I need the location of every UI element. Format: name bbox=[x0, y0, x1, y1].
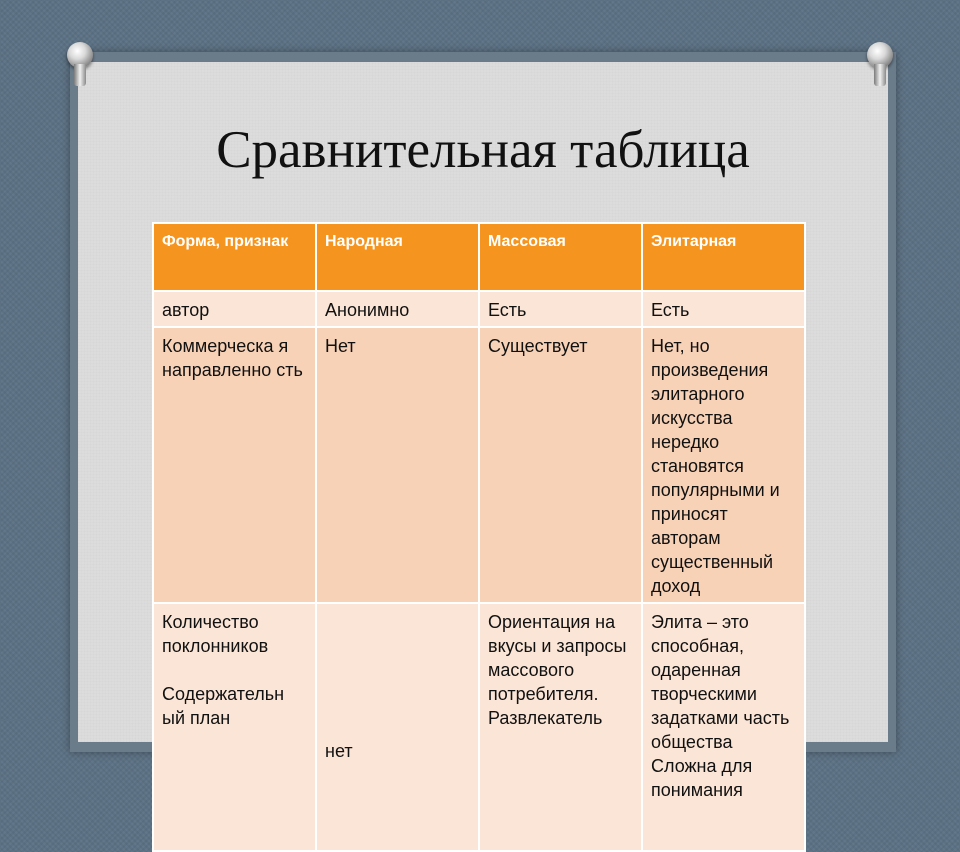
cell-mass: Ориентация на вкусы и запросы массового потребителя. Развлекатель bbox=[479, 603, 642, 851]
cell-elite: Элита – это способная, одаренная творческими задатками часть общества Сложна для понимания bbox=[642, 603, 805, 851]
cell-elite: Нет, но произведения элитарного искусства нередко становятся популярными и приносят авторам существенный доход bbox=[642, 327, 805, 603]
cell-mass: Существует bbox=[479, 327, 642, 603]
criterion-fans-label: Количество поклонников bbox=[162, 612, 269, 656]
cell-elite: Есть bbox=[642, 291, 805, 327]
cell-criterion: Коммерческа я направленно сть bbox=[153, 327, 316, 603]
cell-folk: Анонимно bbox=[316, 291, 479, 327]
criterion-content-label: Содержательн ый план bbox=[162, 684, 285, 728]
slide-title: Сравнительная таблица bbox=[216, 121, 750, 179]
table-row bbox=[153, 291, 805, 327]
table-row bbox=[153, 603, 805, 851]
comparison-table bbox=[152, 222, 806, 852]
pushpin-icon bbox=[867, 42, 893, 68]
header-criterion: Форма, признак bbox=[153, 223, 316, 291]
header-elite: Элитарная bbox=[642, 223, 805, 291]
header-folk: Народная bbox=[316, 223, 479, 291]
table-row bbox=[153, 327, 805, 603]
pushpin-icon bbox=[67, 42, 93, 68]
cell-criterion: автор bbox=[153, 291, 316, 327]
cell-criterion bbox=[153, 603, 316, 851]
cell-mass: Есть bbox=[479, 291, 642, 327]
header-mass: Массовая bbox=[479, 223, 642, 291]
cell-folk: Нет bbox=[316, 327, 479, 603]
cell-folk: нет bbox=[316, 603, 479, 851]
table-header-row bbox=[153, 223, 805, 291]
